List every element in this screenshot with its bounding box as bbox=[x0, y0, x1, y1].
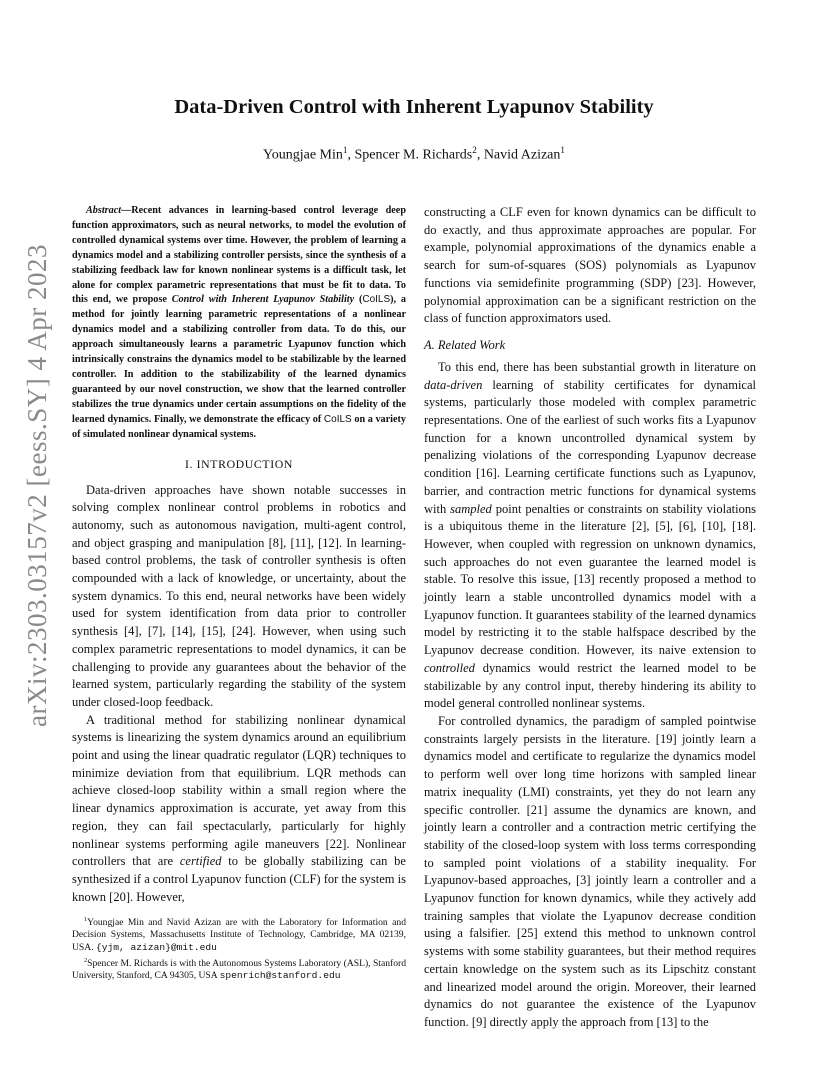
related-paragraph: For controlled dynamics, the paradigm of sampled pointwise constraints largely persists in the literature. [19] jointly learn a dynamics model and certificate to regularize the dynamics model to perform well over long time horizons with sampled linear matrix inequality (LMI) constraints, yet they do not learn any specific controller. [21] assume the dynamics are known, and jointly learn a controller and a contraction metric certifying the stability of the closed-loop system with loss terms corresponding to sampled point violations of a stability inequality. For Lyapunov-based approaches, [3] jointly learn a controller and a Lyapunov function for known dynamics, while they actively add training samples that violate the Lyapunov decrease condition using a falsifier. [25] extend this method to unknown control systems with some stability guarantees, but their method requires certain knowledge on the system such as its Lipschitz constant and linearized model around the origin. Moreover, their learned dynamics do not guarantee the existence of the Lyapunov function. [9] directly apply the approach from [13] to the bbox=[424, 713, 756, 1029]
method-name: Control with Inherent Lyapunov Stability bbox=[171, 294, 355, 306]
footnote bbox=[72, 914, 406, 954]
affiliation-mark: 1 bbox=[560, 145, 565, 155]
left-column bbox=[72, 204, 406, 906]
emphasis: sampled bbox=[450, 501, 492, 516]
abstract-label: Abstract bbox=[86, 205, 122, 216]
footnotes bbox=[72, 914, 406, 983]
paper-title: Data-Driven Control with Inherent Lyapunov Stability bbox=[174, 96, 654, 118]
footnote-text: Spencer M. Richards is with the Autonomous Systems Laboratory (ASL), Stanford University, Stanford, CA 94305, USA bbox=[72, 957, 406, 982]
paragraph-text: to be globally stabilizing can be synthesized if a control Lyapunov function (CLF) for the system is known [20]. However, bbox=[72, 854, 406, 904]
abstract-text: on a variety of simulated nonlinear dynamical systems. bbox=[72, 413, 407, 440]
method-acronym: CoILS bbox=[323, 413, 352, 425]
paragraph-text: point penalties or constraints on stability violations is a ubiquitous theme in the literature [2], [5], [6], [10], [18]. However, when coupled with regression on unknown dynamics, such approaches do not even guarantee the learned model is stable. To resolve this issue, [13] recently proposed a method to jointly learn a stable uncontrolled dynamics model with a Lyapunov function. It guarantees stability of the learned dynamics model by restricting it to the stable halfspace described by the Lyapunov decrease condition. However, its naive extension to bbox=[424, 501, 756, 658]
emphasis: certified bbox=[179, 854, 222, 869]
footnote-mark: 1 bbox=[84, 916, 88, 923]
abstract-text: ), a method for jointly learning parametric representations of a nonlinear dynamics model and a stabilizing controller from data. To do this, our approach simultaneously learns a parametric Lyapunov function which intrinsically constrains the dynamics model to be stabilizable by the learned controller. In addition to the stabilizability of the learned dynamics guaranteed by our novel construction, we show that the learned controller stabilizes the true dynamics under certain assumptions on the fidelity of the learned dynamics. Finally, we demonstrate the efficacy of bbox=[72, 294, 406, 425]
footnote-mark: 2 bbox=[84, 956, 88, 964]
intro-paragraph: Data-driven approaches have shown notable successes in solving complex nonlinear control problems in robotics and autonomy, such as autonomous navigation, multi-agent control, and object grasping and manipulation [8], [11], [12]. In learning-based control problems, the task of controller synthesis is often compounded with a lack of knowledge, or uncertainty, about the system dynamics. To this end, neural networks have been widely used for system identification from data prior to controller synthesis [4], [7], [14], [15], [24]. However, when using such complex parametric representations to model dynamics, it can be challenging to provide any guarantees about the behavior of the learned system, particularly regarding the stability of the system under closed-loop feedback. bbox=[72, 482, 406, 709]
author-name: Navid Azizan bbox=[483, 147, 561, 163]
related-paragraph bbox=[424, 359, 756, 713]
abstract-text: Recent advances in learning-based control leverage deep function approximators, such as neural networks, to model the evolution of controlled dynamical systems over time. However, the problem of learning a dynamics model and a stabilizing controller persists, since the synthesis of a stabilizing feedback law for known nonlinear systems is a difficult task, let alone for complex parametric representations that must be fit to data. To this end, we propose bbox=[72, 205, 406, 306]
intro-paragraph-continued: constructing a CLF even for known dynamics can be difficult to do exactly, and thus approximate approaches are popular. For example, polynomial approximations of the dynamics enable a search for sum-of-squares (SOS) polynomials as Lyapunov functions via semidefinite programming (SDP) [23]. However, polynomial approximation can be a significant restriction on the class of function approximators used. bbox=[424, 205, 756, 326]
paragraph-text: learning of stability certificates for dynamical systems, particularly those modeled with complex parametric representations. One of the earliest of such works fits a Lyapunov function for a known uncontrolled dynamical system by penalizing violations of the corresponding Lyapunov decrease condition [16]. Learning certificate functions such as Lyapunov, barrier, and contraction metric functions for dynamical systems with bbox=[424, 377, 756, 516]
footnote bbox=[72, 955, 406, 983]
author-list: Youngjae Min$^1$, Spencer M. Richards$^2$, Navid Azizan$^1$ bbox=[263, 145, 565, 163]
section-heading-introduction: I. INTRODUCTION bbox=[185, 456, 293, 471]
abstract-dash: — bbox=[121, 205, 132, 216]
email-address: spenrich@stanford.edu bbox=[219, 970, 341, 982]
arxiv-stamp bbox=[21, 243, 52, 727]
paragraph-text: A traditional method for stabilizing nonlinear dynamical systems is linearizing the system dynamics around an equilibrium point and using the linear quadratic regulator (LQR) techniques to minimize deviation from that equilibrium. LQR methods can achieve closed-loop stability within a small region where the linear dynamics approximation is accurate, yet away from this region, they can fail spectacularly, particularly for highly nonlinear systems performing agile maneuvers [22]. Nonlinear controllers that are bbox=[72, 712, 406, 869]
paragraph-text: dynamics would restrict the learned model to be stabilizable by any control input, thereby hindering its ability to model general controlled nonlinear systems. bbox=[424, 660, 756, 711]
subsection-heading-related-work: A. Related Work bbox=[424, 337, 506, 352]
emphasis: data-driven bbox=[424, 377, 483, 392]
abstract bbox=[72, 204, 406, 443]
affiliation-mark: 1 bbox=[342, 145, 348, 155]
footnote-text: Youngjae Min and Navid Azizan are with the Laboratory for Information and Decision Systems, Massachusetts Institute of Technology, Cambridge, MA 02139, USA. bbox=[72, 917, 406, 953]
affiliation-mark: 2 bbox=[472, 145, 477, 155]
abstract-text: ( bbox=[354, 294, 363, 306]
arxiv-id: arXiv:2303.03157v2 [eess.SY] 4 Apr 2023 bbox=[21, 243, 52, 727]
email-address: {yjm, azizan}@mit.edu bbox=[96, 941, 217, 953]
emphasis: controlled bbox=[424, 660, 475, 675]
intro-paragraph bbox=[72, 712, 406, 907]
author-name: Youngjae Min bbox=[263, 147, 343, 163]
paragraph-text: To this end, there has been substantial growth in literature on bbox=[438, 359, 756, 374]
method-acronym: CoILS bbox=[362, 294, 391, 306]
author-name: Spencer M. Richards bbox=[354, 147, 473, 163]
right-column bbox=[424, 204, 756, 1032]
